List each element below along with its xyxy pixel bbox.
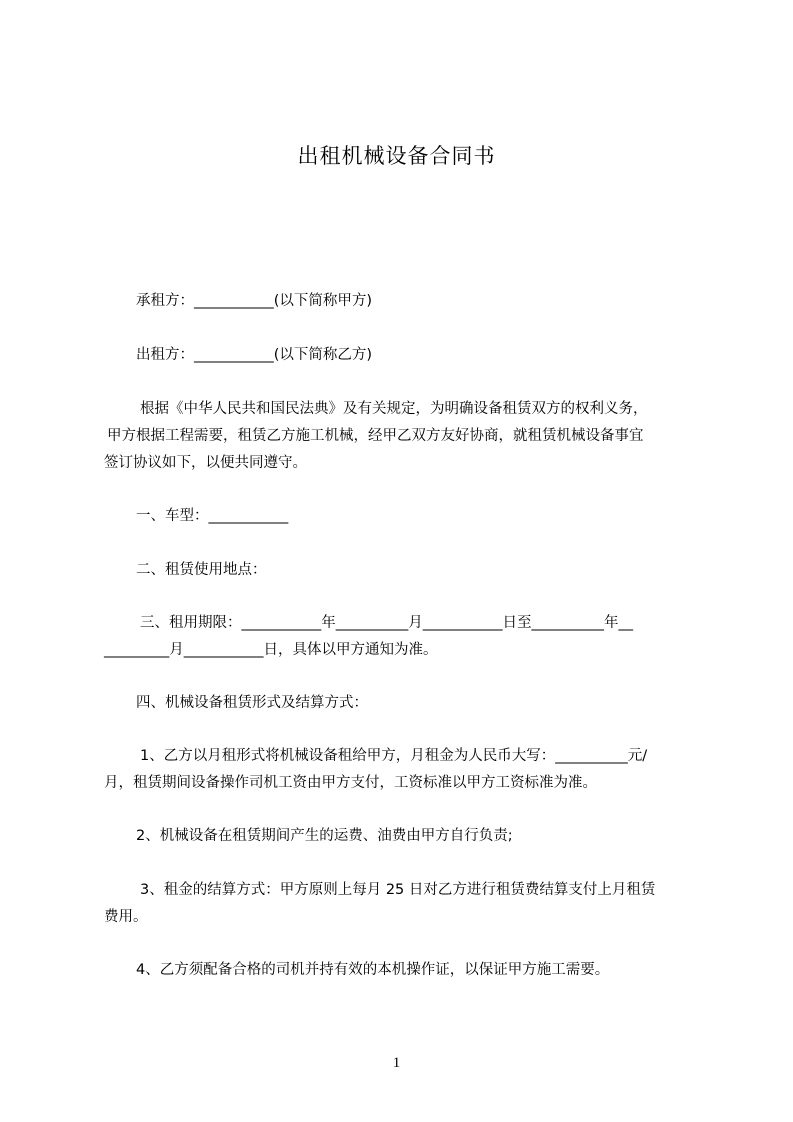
item-4: 4、乙方须配备合格的司机并持有效的本机操作证，以保证甲方施工需要。 [136, 962, 610, 978]
page-number: 1 [392, 1055, 401, 1071]
lessee-line: 承租方：___________(以下简称甲方) [136, 293, 373, 309]
intro-line-2: 甲方根据工程需要，租赁乙方施工机械，经甲乙双方友好协商，就租赁机械设备事宜 [107, 428, 644, 444]
item-2: 2、机械设备在租赁期间产生的运费、油费由甲方自行负责; [136, 828, 513, 844]
clause-3-period-line-2: _________月___________日，具体以甲方通知为准。 [104, 642, 438, 658]
clause-4-heading: 四、机械设备租赁形式及结算方式： [136, 695, 368, 711]
item-1-line-2: 月，租赁期间设备操作司机工资由甲方支付，工资标准以甲方工资标准为准。 [104, 775, 597, 791]
item-3-line-2: 费用。 [104, 909, 148, 925]
intro-line-1: 根据《中华人民共和国民法典》及有关规定，为明确设备租赁双方的权利义务， [140, 401, 648, 417]
intro-line-3: 签订协议如下，以便共同遵守。 [104, 455, 307, 471]
clause-2-location: 二、租赁使用地点： [136, 562, 267, 578]
item-1-line-1: 1、乙方以月租形式将机械设备租给甲方，月租金为人民币大写：__________元/ [140, 748, 648, 764]
clause-1-vehicle-type: 一、车型：___________ [136, 508, 289, 524]
item-3-line-1: 3、租金的结算方式：甲方原则上每月 25 日对乙方进行租赁费结算支付上月租赁 [140, 882, 656, 898]
lessor-line: 出租方：___________(以下简称乙方) [136, 347, 373, 363]
clause-3-period-line-1: 三、租用期限：___________年__________月___________日至__________年__ [140, 615, 633, 631]
document-title: 出租机械设备合同书 [297, 144, 496, 168]
